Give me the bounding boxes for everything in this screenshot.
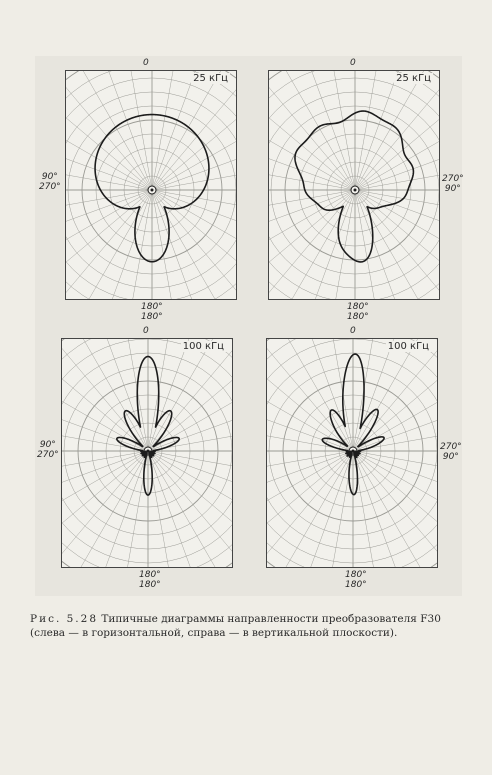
frequency-label: 25 кГц bbox=[396, 73, 431, 84]
polar-panel-100khz-vertical bbox=[266, 338, 438, 568]
side-angle-label: 270° 90° bbox=[440, 442, 462, 462]
frequency-label: 25 кГц bbox=[193, 73, 228, 84]
figure-number: Рис. 5.28 bbox=[30, 613, 98, 625]
figure bbox=[35, 56, 462, 596]
polar-diagram bbox=[267, 339, 438, 568]
polar-grid bbox=[269, 71, 440, 300]
top-angle-label: 0 bbox=[143, 58, 149, 68]
top-angle-label: 0 bbox=[350, 58, 356, 68]
bottom-angle-label: 180° 180° bbox=[347, 302, 369, 322]
bottom-angle-label: 180° 180° bbox=[141, 302, 163, 322]
bottom-angle-label: 180° 180° bbox=[139, 570, 161, 590]
figure-caption bbox=[30, 612, 470, 640]
polar-panel-100khz-horizontal bbox=[61, 338, 233, 568]
side-angle-label: 270° 90° bbox=[442, 174, 464, 194]
side-angle-label: 90° 270° bbox=[37, 440, 59, 460]
polar-diagram bbox=[269, 71, 440, 300]
top-angle-label: 0 bbox=[350, 326, 356, 336]
polar-panel-25khz-horizontal bbox=[65, 70, 237, 300]
top-angle-label: 0 bbox=[143, 326, 149, 336]
frequency-label: 100 кГц bbox=[387, 341, 429, 352]
polar-diagram bbox=[62, 339, 233, 568]
polar-panel-25khz-vertical bbox=[268, 70, 440, 300]
side-angle-label: 90° 270° bbox=[39, 172, 61, 192]
frequency-label: 100 кГц bbox=[182, 341, 224, 352]
polar-diagram bbox=[66, 71, 237, 300]
polar-grid bbox=[66, 71, 237, 300]
bottom-angle-label: 180° 180° bbox=[345, 570, 367, 590]
caption-text: Типичные диаграммы направленности преобразователя F30 (слева — в горизонтальной, справа — в вертикальной плоскости). bbox=[30, 613, 441, 639]
